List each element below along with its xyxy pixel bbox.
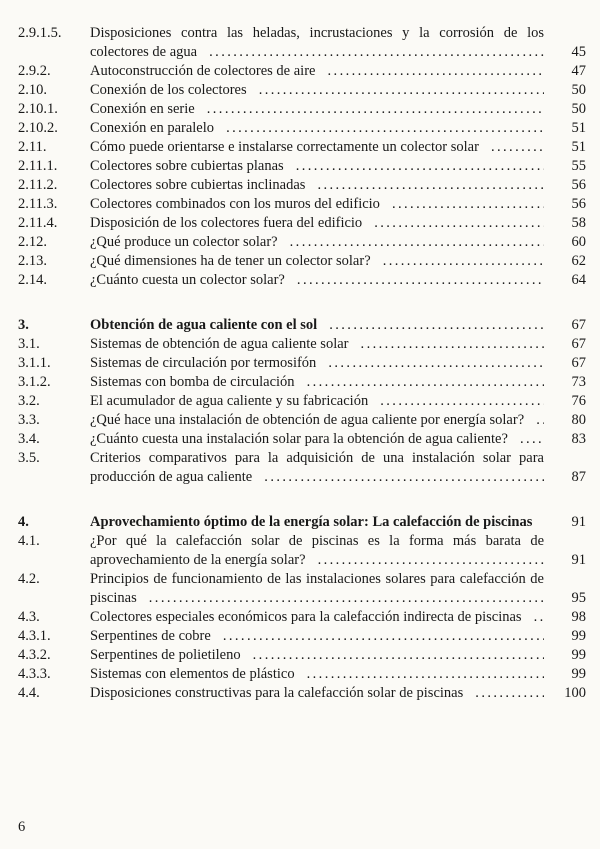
- toc-entry-number: 4.3.2.: [18, 647, 51, 663]
- toc-entry: [18, 24, 586, 62]
- toc-entry-title-block: [90, 411, 544, 430]
- toc-entry-title-block: [90, 532, 544, 570]
- toc-entry-title-block: [90, 316, 544, 335]
- toc-entry: [18, 646, 586, 665]
- toc-entry-title: Colectores combinados con los muros del edificio .....: [90, 196, 380, 212]
- toc-entry-page: 67: [571, 355, 586, 371]
- toc-entry-page: 73: [571, 374, 586, 390]
- toc-entry-number: 3.5.: [18, 450, 40, 466]
- toc-entry-title-block: [90, 665, 544, 684]
- toc-entry-number: 4.2.: [18, 571, 40, 587]
- toc-entry-page: 98: [571, 609, 586, 625]
- toc-entry-page: 99: [571, 666, 586, 682]
- toc-entry: [18, 532, 586, 570]
- toc-entry-number: 4.: [18, 514, 29, 530]
- toc-entry: [18, 138, 586, 157]
- toc-entry-title: Principios de funcionamiento de las instalaciones solares para calefacción de piscinas .....: [90, 571, 544, 606]
- toc-section: [18, 513, 586, 703]
- toc-list: [18, 24, 586, 703]
- toc-entry-title: Disposición de los colectores fuera del edificio .....: [90, 215, 362, 231]
- toc-entry-page: 67: [571, 336, 586, 352]
- toc-entry-title-block: [90, 354, 544, 373]
- toc-entry-title: Colectores especiales económicos para la calefacción indirecta de piscinas .....: [90, 609, 522, 625]
- toc-entry-number: 2.10.1.: [18, 101, 58, 117]
- toc-entry-number: 3.1.2.: [18, 374, 51, 390]
- toc-entry: [18, 608, 586, 627]
- toc-section: [18, 316, 586, 487]
- toc-entry-page: 50: [571, 82, 586, 98]
- toc-entry: [18, 81, 586, 100]
- toc-entry: [18, 316, 586, 335]
- toc-entry-title-block: [90, 176, 544, 195]
- toc-entry-title: Sistemas de obtención de agua caliente solar .....: [90, 336, 349, 352]
- toc-entry-number: 2.10.: [18, 82, 47, 98]
- toc-entry-title-block: [90, 157, 544, 176]
- toc-entry-page: 80: [571, 412, 586, 428]
- toc-entry-number: 2.11.1.: [18, 158, 58, 174]
- toc-entry: [18, 627, 586, 646]
- toc-entry-title: Conexión en serie .....: [90, 101, 195, 117]
- toc-entry-title-block: [90, 214, 544, 233]
- toc-entry-number: 2.12.: [18, 234, 47, 250]
- toc-entry-title: ¿Qué dimensiones ha de tener un colector solar? .....: [90, 253, 371, 269]
- toc-entry-title-block: [90, 81, 544, 100]
- toc-entry-page: 56: [571, 196, 586, 212]
- toc-entry: [18, 373, 586, 392]
- toc-entry-page: 100: [564, 685, 586, 701]
- page-number: 6: [18, 819, 26, 835]
- toc-entry: [18, 335, 586, 354]
- toc-entry-number: 4.3.3.: [18, 666, 51, 682]
- toc-entry-number: 2.11.3.: [18, 196, 58, 212]
- toc-entry-title: Sistemas de circulación por termosifón .....: [90, 355, 316, 371]
- toc-entry-title: Aprovechamiento óptimo de la energía solar: La calefacción de piscinas .....: [90, 514, 532, 530]
- toc-entry: [18, 62, 586, 81]
- toc-entry: [18, 570, 586, 608]
- toc-entry-page: 87: [571, 469, 586, 485]
- toc-entry-title-block: [90, 195, 544, 214]
- toc-entry-page: 91: [571, 514, 586, 530]
- toc-entry-page: 55: [571, 158, 586, 174]
- toc-entry: [18, 195, 586, 214]
- toc-entry-title: Serpentines de polietileno .....: [90, 647, 241, 663]
- toc-entry-title-block: [90, 335, 544, 354]
- toc-entry-page: 51: [571, 139, 586, 155]
- toc-entry-number: 2.10.2.: [18, 120, 58, 136]
- toc-entry-number: 2.9.2.: [18, 63, 51, 79]
- toc-entry-number: 2.13.: [18, 253, 47, 269]
- toc-entry-number: 2.11.: [18, 139, 47, 155]
- toc-entry-title-block: [90, 119, 544, 138]
- toc-entry: [18, 430, 586, 449]
- toc-entry-title-block: [90, 513, 544, 532]
- toc-entry-page: 47: [571, 63, 586, 79]
- toc-entry-title: Criterios comparativos para la adquisición de una instalación solar para producción de agua caliente .....: [90, 450, 544, 485]
- toc-entry-title-block: [90, 62, 544, 81]
- toc-entry-number: 3.: [18, 317, 29, 333]
- toc-entry-title: Conexión de los colectores .....: [90, 82, 247, 98]
- toc-entry-number: 4.1.: [18, 533, 40, 549]
- toc-entry-title-block: [90, 608, 544, 627]
- toc-entry-title-block: [90, 392, 544, 411]
- toc-entry-page: 95: [571, 590, 586, 606]
- toc-entry-title-block: [90, 24, 544, 62]
- toc-entry-title: ¿Qué produce un colector solar? .....: [90, 234, 278, 250]
- toc-entry: [18, 214, 586, 233]
- toc-entry: [18, 119, 586, 138]
- toc-entry-title: Colectores sobre cubiertas inclinadas .....: [90, 177, 305, 193]
- toc-entry-number: 3.1.1.: [18, 355, 51, 371]
- toc-entry-title: Obtención de agua caliente con el sol .....: [90, 317, 317, 333]
- toc-entry-title: ¿Qué hace una instalación de obtención de agua caliente por energía solar? .....: [90, 412, 524, 428]
- toc-entry-title-block: [90, 684, 544, 703]
- toc-entry: [18, 665, 586, 684]
- toc-entry-number: 4.4.: [18, 685, 40, 701]
- toc-entry-number: 2.11.4.: [18, 215, 58, 231]
- toc-entry-page: 45: [571, 44, 586, 60]
- toc-entry-title: Autoconstrucción de colectores de aire .....: [90, 63, 315, 79]
- toc-entry-page: 67: [571, 317, 586, 333]
- toc-entry-page: 99: [571, 647, 586, 663]
- toc-entry-page: 99: [571, 628, 586, 644]
- toc-entry-title-block: [90, 252, 544, 271]
- toc-entry-page: 60: [571, 234, 586, 250]
- toc-entry-title: ¿Por qué la calefacción solar de piscinas es la forma más barata de aprovechamiento de la energía solar? .....: [90, 533, 544, 568]
- toc-entry-title-block: [90, 646, 544, 665]
- toc-entry-title: Colectores sobre cubiertas planas .....: [90, 158, 284, 174]
- toc-entry-title: Sistemas con bomba de circulación .....: [90, 374, 295, 390]
- toc-entry: [18, 354, 586, 373]
- toc-entry: [18, 684, 586, 703]
- toc-entry-page: 58: [571, 215, 586, 231]
- toc-entry: [18, 100, 586, 119]
- toc-entry-title-block: [90, 373, 544, 392]
- toc-entry: [18, 392, 586, 411]
- toc-entry: [18, 176, 586, 195]
- toc-entry-title: ¿Cuánto cuesta una instalación solar para la obtención de agua caliente? .....: [90, 431, 508, 447]
- toc-entry-page: 50: [571, 101, 586, 117]
- toc-entry-title-block: [90, 449, 544, 487]
- toc-entry-title: Conexión en paralelo .....: [90, 120, 214, 136]
- toc-entry: [18, 271, 586, 290]
- toc-entry-title: Disposiciones constructivas para la calefacción solar de piscinas .....: [90, 685, 463, 701]
- toc-entry-page: 64: [571, 272, 586, 288]
- toc-entry-number: 4.3.: [18, 609, 40, 625]
- toc-entry-number: 3.3.: [18, 412, 40, 428]
- toc-entry-number: 3.4.: [18, 431, 40, 447]
- toc-entry-page: 91: [571, 552, 586, 568]
- toc-entry-number: 2.14.: [18, 272, 47, 288]
- toc-entry-page: 62: [571, 253, 586, 269]
- toc-section: [18, 24, 586, 290]
- toc-entry: [18, 252, 586, 271]
- toc-entry: [18, 411, 586, 430]
- toc-entry: [18, 157, 586, 176]
- toc-entry-title-block: [90, 271, 544, 290]
- toc-entry-page: 56: [571, 177, 586, 193]
- toc-entry-title-block: [90, 570, 544, 608]
- toc-entry-title: Disposiciones contra las heladas, incrustaciones y la corrosión de los colectores de agua .....: [90, 25, 544, 60]
- toc-entry-title: Sistemas con elementos de plástico .....: [90, 666, 295, 682]
- toc-entry-page: 83: [571, 431, 586, 447]
- toc-entry-number: 2.9.1.5.: [18, 25, 62, 41]
- toc-entry-title: Serpentines de cobre .....: [90, 628, 211, 644]
- toc-entry: [18, 233, 586, 252]
- toc-entry-number: 4.3.1.: [18, 628, 51, 644]
- toc-entry-page: 76: [571, 393, 586, 409]
- toc-entry-page: 51: [571, 120, 586, 136]
- toc-entry-title-block: [90, 233, 544, 252]
- toc-entry-title-block: [90, 430, 544, 449]
- toc-entry-title-block: [90, 138, 544, 157]
- toc-entry-number: 2.11.2.: [18, 177, 58, 193]
- toc-entry-title-block: [90, 100, 544, 119]
- toc-entry-number: 3.1.: [18, 336, 40, 352]
- toc-entry-title-block: [90, 627, 544, 646]
- toc-entry-title: ¿Cuánto cuesta un colector solar? .....: [90, 272, 285, 288]
- toc-entry: [18, 513, 586, 532]
- toc-entry-title: El acumulador de agua caliente y su fabricación .....: [90, 393, 368, 409]
- toc-entry: [18, 449, 586, 487]
- toc-entry-title: Cómo puede orientarse e instalarse correctamente un colector solar .....: [90, 139, 479, 155]
- toc-entry-number: 3.2.: [18, 393, 40, 409]
